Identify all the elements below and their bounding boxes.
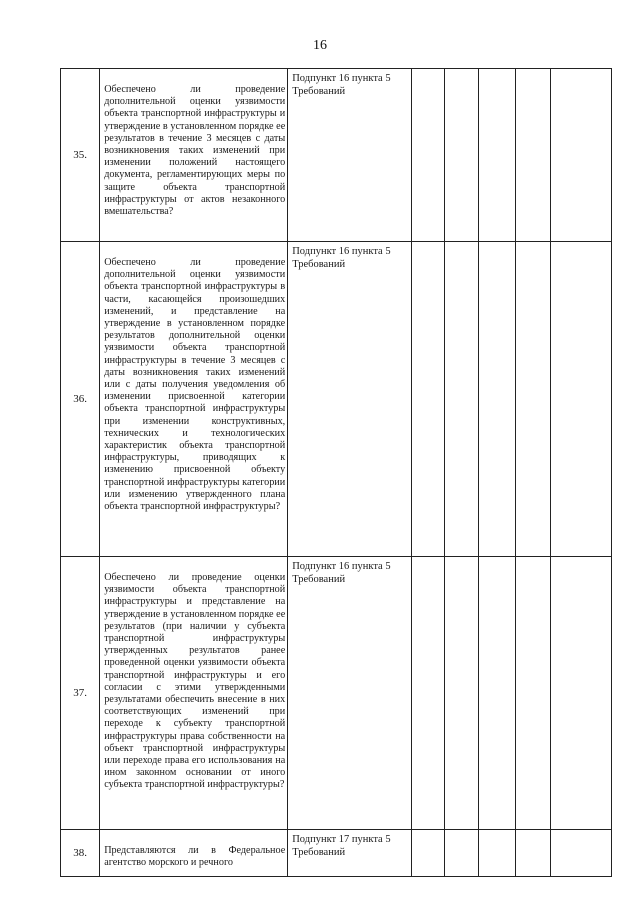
table-row	[61, 557, 612, 830]
question-cell: Представляются ли в Федеральное агентство морского и речного	[100, 830, 288, 877]
reference-cell: Подпункт 16 пункта 5 Требований	[288, 557, 412, 830]
table-row	[61, 69, 612, 242]
answer-cell	[479, 557, 516, 830]
answer-cell	[411, 242, 444, 557]
answer-cell	[445, 242, 479, 557]
row-number: 38.	[61, 830, 100, 877]
answer-cell	[411, 557, 444, 830]
row-number: 37.	[61, 557, 100, 830]
reference-cell: Подпункт 16 пункта 5 Требований	[288, 242, 412, 557]
page-number: 16	[313, 38, 327, 53]
table-row	[61, 242, 612, 557]
answer-cell	[516, 830, 550, 877]
notes-cell	[550, 830, 611, 877]
answer-cell	[445, 830, 479, 877]
reference-cell: Подпункт 17 пункта 5 Требований	[288, 830, 412, 877]
question-cell: Обеспечено ли проведение дополнительной оценки уязвимости объекта транспортной инфраструктуры в части, касающейся произошедших изменений, и представление на утверждение в установленном порядке результатов дополнительной оценки уязвимости объекта транспортной инфраструктуры в течение 3 месяцев с даты возникновения таких изменений или с даты получения уведомления об изменении присвоенной категории объекта транспортной инфраструктуры при изменении конструктивных, технических и технологических характеристик объекта транспортной инфраструктуры, приводящих к изменению присвоенной объекту транспортной инфраструктуры категории или изменению утвержденного плана объекта транспортной инфраструктуры?	[100, 242, 288, 557]
question-cell: Обеспечено ли проведение дополнительной оценки уязвимости объекта транспортной инфраструктуры и утверждение в установленном порядке ее результатов в течение 3 месяцев с даты возникновения таких изменений при изменении положений настоящего документа, регламентирующих меры по защите объекта транспортной инфраструктуры от актов незаконного вмешательства?	[100, 69, 288, 242]
answer-cell	[479, 830, 516, 877]
answer-cell	[411, 830, 444, 877]
answer-cell	[445, 557, 479, 830]
table-row	[61, 830, 612, 877]
notes-cell	[550, 242, 611, 557]
row-number: 35.	[61, 69, 100, 242]
notes-cell	[550, 69, 611, 242]
answer-cell	[516, 69, 550, 242]
reference-cell: Подпункт 16 пункта 5 Требований	[288, 69, 412, 242]
answer-cell	[479, 242, 516, 557]
row-number: 36.	[61, 242, 100, 557]
answer-cell	[516, 557, 550, 830]
checklist-table	[60, 68, 612, 877]
question-cell: Обеспечено ли проведение оценки уязвимости объекта транспортной инфраструктуры и представление на утверждение в установленном порядке ее результатов (при наличии у субъекта транспортной инфраструктуры утвержденных результатов ранее проведенной оценки уязвимости объекта транспортной инфраструктуры и его согласии с этими утвержденными результатами обеспечить внесение в них соответствующих изменений при переходе к субъекту транспортной инфраструктуры права собственности на объект транспортной инфраструктуры или переходе права его использования на ином законном основании от иного субъекта транспортной инфраструктуры?	[100, 557, 288, 830]
answer-cell	[479, 69, 516, 242]
answer-cell	[411, 69, 444, 242]
answer-cell	[445, 69, 479, 242]
answer-cell	[516, 242, 550, 557]
notes-cell	[550, 557, 611, 830]
